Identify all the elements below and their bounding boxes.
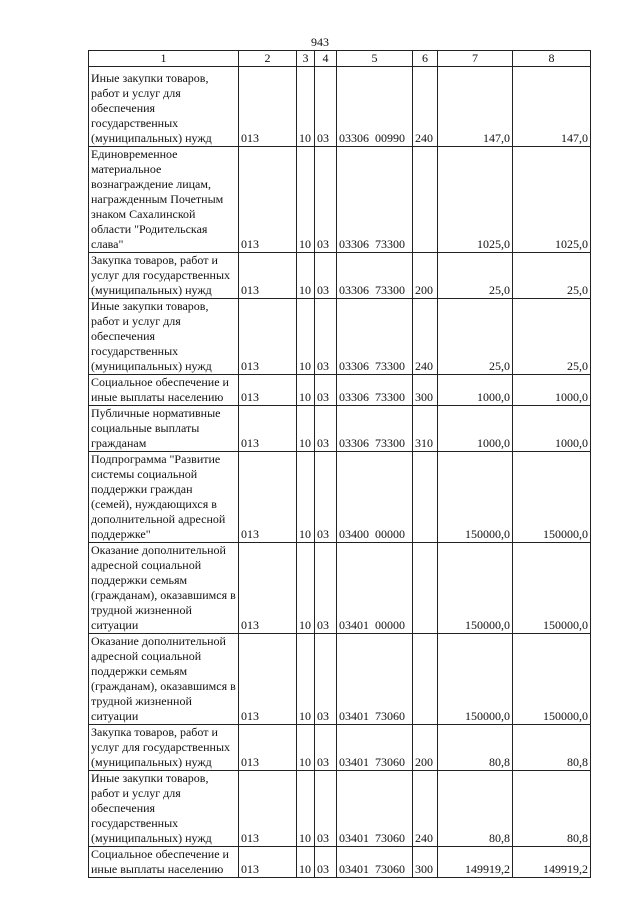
page-number: 943 [311,35,329,49]
amount-col8: 25,0 [513,299,591,375]
expense-name: Иные закупки товаров, работ и услуг для обеспечения государственных (муниципальных) нужд [89,299,239,375]
expense-name: Публичные нормативные социальные выплаты гражданам [89,406,239,452]
target-article-code: 03401 73060 [337,847,413,878]
section-code: 10 [297,634,315,725]
header-cell-2: 2 [239,51,297,67]
amount-col8: 1025,0 [513,147,591,253]
amount-col8: 150000,0 [513,634,591,725]
ministry-code: 013 [239,634,297,725]
expense-type-code: 200 [413,253,438,299]
expense-type-code [413,147,438,253]
target-article-code: 03401 00000 [337,543,413,634]
ministry-code: 013 [239,147,297,253]
table-row [89,847,591,878]
target-article-code: 03306 73300 [337,406,413,452]
subsection-code: 03 [315,147,337,253]
section-code: 10 [297,147,315,253]
amount-col7: 147,0 [438,67,513,147]
target-article-code: 03306 73300 [337,299,413,375]
section-code: 10 [297,67,315,147]
table-row [89,452,591,543]
table-row [89,253,591,299]
subsection-code: 03 [315,634,337,725]
target-article-code: 03401 73060 [337,725,413,771]
amount-col7: 1025,0 [438,147,513,253]
subsection-code: 03 [315,452,337,543]
target-article-code: 03306 73300 [337,375,413,406]
amount-col7: 25,0 [438,253,513,299]
section-code: 10 [297,299,315,375]
expense-name: Закупка товаров, работ и услуг для государственных (муниципальных) нужд [89,253,239,299]
ministry-code: 013 [239,725,297,771]
expense-type-code: 240 [413,771,438,847]
amount-col7: 150000,0 [438,452,513,543]
amount-col8: 150000,0 [513,543,591,634]
header-cell-1: 1 [89,51,239,67]
amount-col8: 80,8 [513,771,591,847]
expense-name: Оказание дополнительной адресной социальной поддержки семьям (гражданам), оказавшимся в трудной жизненной ситуации [89,543,239,634]
subsection-code: 03 [315,67,337,147]
section-code: 10 [297,771,315,847]
section-code: 10 [297,452,315,543]
header-cell-3: 3 [297,51,315,67]
target-article-code: 03401 73060 [337,771,413,847]
header-cell-8: 8 [513,51,591,67]
header-cell-7: 7 [438,51,513,67]
expense-name: Единовременное материальное вознаграждение лицам, награжденным Почетным знаком Сахалинской области "Родительская слава" [89,147,239,253]
subsection-code: 03 [315,771,337,847]
expense-name: Социальное обеспечение и иные выплаты населению [89,847,239,878]
expense-name: Иные закупки товаров, работ и услуг для обеспечения государственных (муниципальных) нужд [89,771,239,847]
expense-name: Оказание дополнительной адресной социальной поддержки семьям (гражданам), оказавшимся в трудной жизненной ситуации [89,634,239,725]
budget-table [88,50,591,878]
table-row [89,725,591,771]
expense-name: Подпрограмма "Развитие системы социальной поддержки граждан (семей), нуждающихся в дополнительной адресной поддержке" [89,452,239,543]
subsection-code: 03 [315,725,337,771]
expense-type-code [413,452,438,543]
target-article-code: 03400 00000 [337,452,413,543]
subsection-code: 03 [315,847,337,878]
amount-col7: 25,0 [438,299,513,375]
table-row [89,406,591,452]
expense-type-code: 310 [413,406,438,452]
amount-col7: 149919,2 [438,847,513,878]
amount-col8: 147,0 [513,67,591,147]
ministry-code: 013 [239,452,297,543]
expense-type-code: 240 [413,67,438,147]
table-row [89,771,591,847]
expense-type-code [413,543,438,634]
table-row [89,634,591,725]
expense-type-code: 200 [413,725,438,771]
section-code: 10 [297,253,315,299]
subsection-code: 03 [315,543,337,634]
amount-col7: 1000,0 [438,375,513,406]
ministry-code: 013 [239,771,297,847]
amount-col7: 80,8 [438,725,513,771]
ministry-code: 013 [239,375,297,406]
section-code: 10 [297,725,315,771]
section-code: 10 [297,375,315,406]
subsection-code: 03 [315,299,337,375]
ministry-code: 013 [239,67,297,147]
table-row [89,375,591,406]
target-article-code: 03401 73060 [337,634,413,725]
target-article-code: 03306 73300 [337,147,413,253]
expense-name: Иные закупки товаров, работ и услуг для обеспечения государственных (муниципальных) нужд [89,67,239,147]
expense-type-code [413,634,438,725]
expense-type-code: 300 [413,375,438,406]
section-code: 10 [297,406,315,452]
table-row [89,299,591,375]
amount-col8: 80,8 [513,725,591,771]
amount-col7: 150000,0 [438,634,513,725]
ministry-code: 013 [239,847,297,878]
ministry-code: 013 [239,406,297,452]
header-cell-5: 5 [337,51,413,67]
subsection-code: 03 [315,406,337,452]
expense-name: Закупка товаров, работ и услуг для государственных (муниципальных) нужд [89,725,239,771]
amount-col8: 149919,2 [513,847,591,878]
section-code: 10 [297,543,315,634]
expense-name: Социальное обеспечение и иные выплаты населению [89,375,239,406]
amount-col7: 1000,0 [438,406,513,452]
amount-col7: 80,8 [438,771,513,847]
section-code: 10 [297,847,315,878]
expense-type-code: 240 [413,299,438,375]
header-cell-6: 6 [413,51,438,67]
amount-col8: 1000,0 [513,375,591,406]
target-article-code: 03306 00990 [337,67,413,147]
subsection-code: 03 [315,253,337,299]
ministry-code: 013 [239,253,297,299]
amount-col8: 25,0 [513,253,591,299]
subsection-code: 03 [315,375,337,406]
amount-col8: 1000,0 [513,406,591,452]
table-header-row [89,51,591,67]
table-row [89,67,591,147]
table-row [89,543,591,634]
table-row [89,147,591,253]
amount-col8: 150000,0 [513,452,591,543]
header-cell-4: 4 [315,51,337,67]
amount-col7: 150000,0 [438,543,513,634]
target-article-code: 03306 73300 [337,253,413,299]
ministry-code: 013 [239,299,297,375]
ministry-code: 013 [239,543,297,634]
expense-type-code: 300 [413,847,438,878]
